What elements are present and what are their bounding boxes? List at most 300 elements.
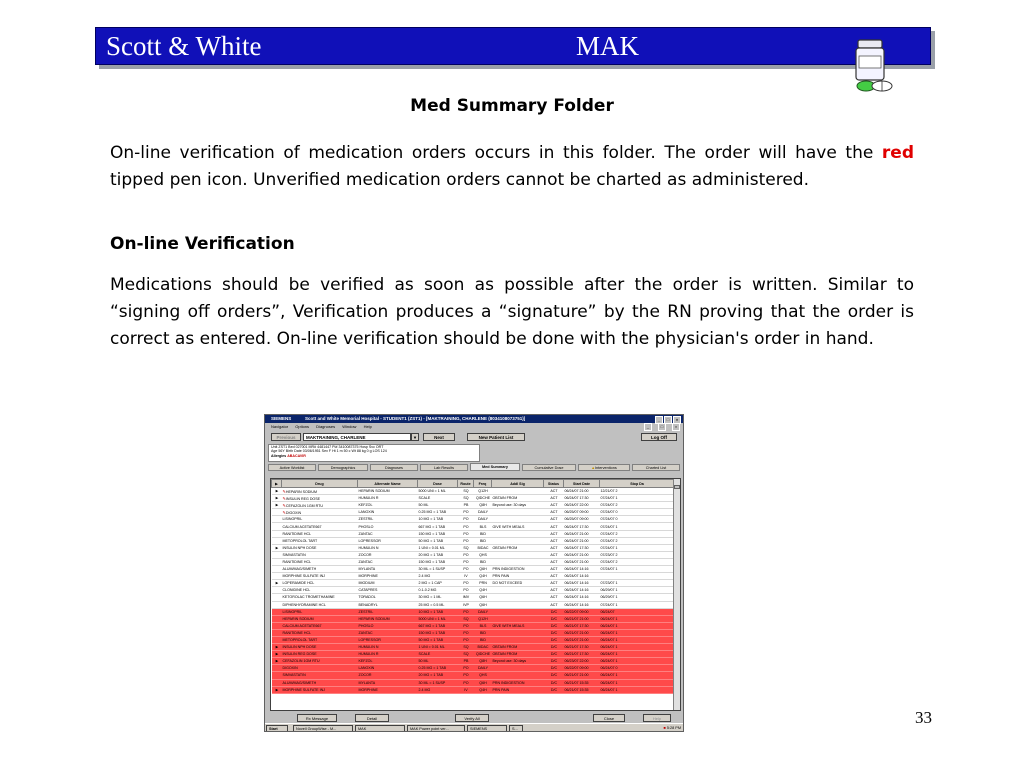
status-cell: D/C [544, 672, 564, 679]
next-button[interactable]: Next [423, 433, 455, 441]
row-marker: ▶ [272, 686, 282, 693]
table-row[interactable] [272, 651, 675, 658]
row-marker: ▶ [272, 651, 282, 658]
drug-cell: CALCIUM ACETATE667 [282, 622, 358, 629]
red-pen-icon[interactable]: ✎ [282, 495, 286, 501]
new-patient-list-button[interactable]: New Patient List [467, 433, 525, 441]
alternate-name-cell: ZOCOR [358, 551, 418, 558]
addl-sig-cell [492, 665, 544, 672]
freq-cell: BLS [474, 622, 492, 629]
med-table [271, 479, 675, 694]
col-header-marker[interactable]: ▶ [272, 480, 282, 488]
alternate-name-cell: MORPHINE [358, 573, 418, 580]
taskbar-other[interactable]: S... [509, 725, 523, 732]
addl-sig-cell [492, 629, 544, 636]
addl-sig-cell: PRN PAIN [492, 573, 544, 580]
start-date-cell: 06/24/07 22:00 [564, 502, 600, 509]
alternate-name-cell: HUMULIN N [358, 644, 418, 651]
table-row[interactable] [272, 488, 675, 495]
route-cell: SQ [458, 488, 474, 495]
table-row[interactable] [272, 495, 675, 502]
table-row[interactable] [272, 665, 675, 672]
verification-paragraph: Medications should be verified as soon as possible after the order is written. Similar to “signing off orders”, Verification produces a “signature” by the RN proving that the order is correct as entered. On-line verification should be done with the physician's order in hand. [110, 275, 914, 349]
start-date-cell: 06/24/07 14:16 [564, 566, 600, 573]
start-date-cell: 06/21/07 21:00 [564, 629, 600, 636]
table-row[interactable] [272, 615, 675, 622]
taskbar-mak[interactable]: MAK [355, 725, 405, 732]
grid-scrollbar[interactable] [673, 479, 680, 710]
table-row[interactable] [272, 644, 675, 651]
table-row[interactable] [272, 516, 675, 523]
menu-navigator[interactable]: Navigator [271, 424, 289, 429]
route-cell: IV [458, 686, 474, 693]
freq-cell: DAILY [474, 665, 492, 672]
stop-date-cell: 06/24/07 1 [600, 651, 675, 658]
dose-cell: 20 MG = 1 TAB [418, 672, 458, 679]
row-marker [272, 537, 282, 544]
drug-cell: KETOROLAC TROMETHAMINE [282, 594, 358, 601]
folder-tabs [268, 464, 682, 471]
route-cell: PO [458, 516, 474, 523]
header-org: Scott & White [106, 31, 262, 61]
dose-cell: 30 MG = 1 ML [418, 594, 458, 601]
start-date-cell: 06/23/07 22:00 [564, 658, 600, 665]
stop-date-cell: 07/24/07 2 [600, 502, 675, 509]
table-row[interactable] [272, 629, 675, 636]
alternate-name-cell: LANOXIN [358, 509, 418, 516]
warning-icon: ▲ [591, 466, 595, 470]
freq-cell: Q6H [474, 679, 492, 686]
status-cell: D/C [544, 629, 564, 636]
dose-cell: 1 UNI = 0.01 ML [418, 644, 458, 651]
route-cell: PO [458, 636, 474, 643]
maximize-icon[interactable]: □ [664, 416, 672, 424]
menu-help[interactable]: Help [363, 424, 372, 429]
route-cell: PB [458, 502, 474, 509]
addl-sig-cell: PRN INDIGESTION [492, 679, 544, 686]
taskbar-powerpoint[interactable]: MAK Power point ver... [407, 725, 465, 732]
row-marker [272, 615, 282, 622]
addl-sig-cell [492, 530, 544, 537]
status-cell: ACT [544, 537, 564, 544]
status-cell: D/C [544, 615, 564, 622]
start-button[interactable]: Start [266, 725, 288, 732]
addl-sig-cell: OBTAIN FROM [492, 495, 544, 502]
status-cell: D/C [544, 686, 564, 693]
drug-cell: INSULIN REG DOSE [282, 651, 358, 658]
stop-date-cell: 07/24/07 1 [600, 495, 675, 502]
row-marker [272, 672, 282, 679]
freq-cell: Q4H [474, 587, 492, 594]
col-header-alternate-name[interactable]: Alternate Name [358, 480, 418, 488]
alternate-name-cell: ZANTAC [358, 530, 418, 537]
intro-text-start: On-line verification of medication orders occurs in this folder. The order will have the [110, 143, 882, 163]
freq-cell: Q6H [474, 594, 492, 601]
header-title: MAK [576, 31, 640, 61]
addl-sig-cell [492, 636, 544, 643]
stop-date-cell: 06/24/07 1 [600, 615, 675, 622]
alternate-name-cell: HEPARIN SODIUM [358, 615, 418, 622]
freq-cell: BIDAC [474, 644, 492, 651]
clock: 5:28 PM [666, 726, 681, 730]
row-marker [272, 629, 282, 636]
table-row[interactable] [272, 636, 675, 643]
addl-sig-cell [492, 516, 544, 523]
stop-date-cell: 07/24/07 0 [600, 516, 675, 523]
start-date-cell: 06/24/07 21:00 [564, 488, 600, 495]
status-cell: D/C [544, 665, 564, 672]
alternate-name-cell: HUMULIN R [358, 495, 418, 502]
freq-cell: PRN [474, 580, 492, 587]
col-header-drug[interactable]: Drug [282, 480, 358, 488]
start-date-cell: 06/24/07 14:16 [564, 573, 600, 580]
dose-cell: 667 MG = 1 TAB [418, 622, 458, 629]
red-pen-icon[interactable]: ✎ [282, 509, 286, 515]
scroll-thumb[interactable] [674, 485, 680, 489]
status-cell: ACT [544, 488, 564, 495]
tab-med-summary[interactable]: Med Summary [470, 463, 520, 471]
addl-sig-cell [492, 594, 544, 601]
table-row[interactable] [272, 594, 675, 601]
table-row[interactable] [272, 580, 675, 587]
table-row[interactable] [272, 686, 675, 693]
drug-cell: METOPROLOL TART [282, 636, 358, 643]
alternate-name-cell: ZESTRIL [358, 608, 418, 615]
row-marker: ▶ [272, 544, 282, 551]
route-cell: PO [458, 551, 474, 558]
status-cell: D/C [544, 658, 564, 665]
col-header-start-date[interactable]: Start Date [564, 480, 600, 488]
dose-cell: 667 MG = 1 TAB [418, 523, 458, 530]
row-marker [272, 551, 282, 558]
dose-cell: 5000 UNI = 1 ML [418, 615, 458, 622]
alternate-name-cell: ZANTAC [358, 558, 418, 565]
window-title: Scott and White Memorial Hospital - STUDENT1 (ZST1) - [MAKTRAINING, CHARLENE (8034108073751)] [305, 416, 526, 421]
drug-cell: INSULIN NPH DOSE [282, 544, 358, 551]
freq-cell: BID [474, 636, 492, 643]
patient-line-2: Age 56Y Birth Date 03/06/1951 Sex F Ht 1 m 50 c Wt 88 kg 0 g LOS 124 [271, 449, 387, 454]
drug-cell: LISINOPRIL [282, 608, 358, 615]
alternate-name-cell: ZANTAC [358, 629, 418, 636]
freq-cell: Q6H [474, 601, 492, 608]
tab-active-worklist[interactable]: Active Worklist [268, 464, 316, 471]
start-date-cell: 06/21/07 21:00 [564, 672, 600, 679]
dose-cell: 1 UNI = 0.01 ML [418, 544, 458, 551]
help-button[interactable]: Help [643, 714, 671, 722]
route-cell: PO [458, 672, 474, 679]
drug-cell: CEFAZOLIN 1GM RTU [282, 658, 358, 665]
stop-date-cell: 06/24/07 1 [600, 686, 675, 693]
route-cell: PO [458, 665, 474, 672]
drug-cell: SIMVASTATIN [282, 672, 358, 679]
route-cell: PO [458, 566, 474, 573]
status-cell: D/C [544, 636, 564, 643]
start-date-cell: 06/24/07 14:16 [564, 580, 600, 587]
status-cell: ACT [544, 530, 564, 537]
stop-date-cell: 07/24/07 1 [600, 544, 675, 551]
stop-date-cell: 06/24/07 1 [600, 629, 675, 636]
route-cell: PO [458, 530, 474, 537]
dose-cell: 10 MG = 1 TAB [418, 516, 458, 523]
table-row[interactable] [272, 558, 675, 565]
drug-cell: MORPHINE SULFATE INJ [282, 686, 358, 693]
stop-date-cell: 07/23/07 1 [600, 580, 675, 587]
dose-cell: 150 MG = 1 TAB [418, 629, 458, 636]
drug-cell [282, 509, 358, 516]
stop-date-cell: 07/24/07 2 [600, 558, 675, 565]
alternate-name-cell: CATAPRES [358, 587, 418, 594]
bottom-button-row [265, 713, 683, 723]
stop-date-cell: 06/24/07 1 [600, 672, 675, 679]
app-titlebar [265, 415, 683, 423]
status-cell: D/C [544, 644, 564, 651]
taskbar-groupwise[interactable]: Novell GroupWise - M... [293, 725, 353, 732]
close-button[interactable]: Close [593, 714, 625, 722]
table-row[interactable] [272, 672, 675, 679]
table-row[interactable] [272, 537, 675, 544]
freq-cell: QIDCHE [474, 651, 492, 658]
drug-cell: ALUM/MAG/SIMETH [282, 679, 358, 686]
start-date-cell: 06/21/07 17:30 [564, 644, 600, 651]
alternate-name-cell: TORADOL [358, 594, 418, 601]
close-icon[interactable]: × [673, 416, 681, 424]
status-cell: ACT [544, 495, 564, 502]
row-marker [272, 566, 282, 573]
col-header-stop-date[interactable]: Stop Da [600, 480, 675, 488]
red-pen-icon[interactable]: ✎ [282, 502, 286, 508]
dose-cell: 150 MG = 1 TAB [418, 558, 458, 565]
table-row[interactable] [272, 679, 675, 686]
col-header-status[interactable]: Status [544, 480, 564, 488]
start-date-cell: 06/24/07 17:30 [564, 523, 600, 530]
start-date-cell: 06/24/07 14:16 [564, 601, 600, 608]
route-cell: IMV [458, 594, 474, 601]
alternate-name-cell: HUMULIN N [358, 544, 418, 551]
stop-date-cell: 07/24/07 0 [600, 509, 675, 516]
table-row[interactable] [272, 509, 675, 516]
table-row[interactable] [272, 622, 675, 629]
drug-cell: DIPHENHYDRAMINE HCL [282, 601, 358, 608]
addl-sig-cell: Beyond use: 30 days [492, 502, 544, 509]
drug-cell: DIGOXIN [282, 665, 358, 672]
page-title: Med Summary Folder [410, 96, 614, 116]
col-header-route[interactable]: Route [458, 480, 474, 488]
row-marker [272, 587, 282, 594]
table-row[interactable] [272, 544, 675, 551]
status-cell: ACT [544, 502, 564, 509]
system-tray [664, 725, 682, 732]
start-date-cell: 06/24/07 21:00 [564, 558, 600, 565]
taskbar-siemens[interactable]: SIEMENS [467, 725, 507, 732]
col-header-dose[interactable]: Dose [418, 480, 458, 488]
red-pen-icon[interactable]: ✎ [282, 488, 286, 494]
siemens-logo: SIEMENS [271, 416, 292, 421]
alternate-name-cell: ZESTRIL [358, 516, 418, 523]
alternate-name-cell: BENADRYL [358, 601, 418, 608]
table-header-row [272, 480, 675, 488]
menu-options[interactable]: Options [295, 424, 310, 429]
route-cell: SQ [458, 644, 474, 651]
tab-cumulative-dose[interactable]: Cumulative Dose [522, 464, 576, 471]
drug-cell [282, 502, 358, 509]
start-date-cell: 06/24/07 17:30 [564, 544, 600, 551]
stop-date-cell: 06/24/07 1 [600, 636, 675, 643]
drug-cell [282, 495, 358, 502]
dose-cell: 5000 UNI = 1 ML [418, 488, 458, 495]
drug-cell: RANITIDINE HCL [282, 558, 358, 565]
verify-all-button[interactable]: Verify All [455, 714, 489, 722]
addl-sig-cell [492, 601, 544, 608]
status-cell: ACT [544, 566, 564, 573]
alternate-name-cell: MYLANTA [358, 566, 418, 573]
child-close-icon[interactable]: × [672, 423, 680, 431]
stop-date-cell [600, 573, 675, 580]
table-row[interactable] [272, 587, 675, 594]
child-maximize-icon[interactable]: □ [658, 423, 666, 431]
alternate-name-cell: MYLANTA [358, 679, 418, 686]
dose-cell: 30 ML = 1 SUSP [418, 566, 458, 573]
row-marker: ▶ [272, 495, 282, 502]
table-row[interactable] [272, 530, 675, 537]
minimize-icon[interactable]: _ [655, 416, 663, 424]
addl-sig-cell [492, 509, 544, 516]
alternate-name-cell: PHOSLO [358, 523, 418, 530]
menu-diagnoses[interactable]: Diagnoses [316, 424, 336, 429]
status-cell: ACT [544, 587, 564, 594]
addl-sig-cell: OBTAIN FROM [492, 651, 544, 658]
route-cell: PO [458, 608, 474, 615]
row-marker [272, 665, 282, 672]
tab-diagnoses[interactable]: Diagnoses [370, 464, 418, 471]
table-row[interactable] [272, 551, 675, 558]
alternate-name-cell: LANOXIN [358, 665, 418, 672]
route-cell: PO [458, 629, 474, 636]
tab-lab-results[interactable]: Lab Results [420, 464, 468, 471]
stop-date-cell: 06/24/07 1 [600, 679, 675, 686]
drug-cell: CALCIUM ACETATE667 [282, 523, 358, 530]
start-date-cell: 06/21/07 21:00 [564, 636, 600, 643]
stop-date-cell: 06/29/07 1 [600, 587, 675, 594]
drug-cell: LOPERAMIDE HCL [282, 580, 358, 587]
dose-cell: 150 MG = 1 TAB [418, 530, 458, 537]
alternate-name-cell: KEFZOL [358, 658, 418, 665]
slide-header [95, 27, 931, 65]
tab-charted-list[interactable]: Charted List [632, 464, 680, 471]
drug-name: INSULIN REG DOSE [285, 496, 321, 501]
detail-button[interactable]: Detail [355, 714, 389, 722]
status-cell: ACT [544, 594, 564, 601]
row-marker: ▶ [272, 580, 282, 587]
addl-sig-cell [492, 587, 544, 594]
section-heading: On-line Verification [110, 234, 295, 254]
rx-message-button[interactable]: Rx Message [297, 714, 337, 722]
row-marker [272, 601, 282, 608]
col-header-addl-sig[interactable]: Addl Sig [492, 480, 544, 488]
freq-cell: Q12H [474, 488, 492, 495]
stop-date-cell: 06/24/07 1 [600, 658, 675, 665]
child-minimize-icon[interactable]: _ [644, 423, 652, 431]
stop-date-cell: 07/24/07 2 [600, 537, 675, 544]
addl-sig-cell: DO NOT EXCEED [492, 580, 544, 587]
start-date-cell: 06/24/07 21:00 [564, 537, 600, 544]
dose-cell: 2.4 MG [418, 686, 458, 693]
addl-sig-cell: OBTAIN FROM [492, 644, 544, 651]
addl-sig-cell: GIVE WITH MEALS [492, 523, 544, 530]
start-date-cell: 06/22/07 09:00 [564, 665, 600, 672]
allergies-label: Allergies [271, 453, 287, 458]
row-marker [272, 558, 282, 565]
table-row[interactable] [272, 523, 675, 530]
col-header-freq[interactable]: Freq [474, 480, 492, 488]
log-off-button[interactable]: Log Off [641, 433, 677, 441]
drug-cell: MORPHINE SULFATE INJ [282, 573, 358, 580]
row-marker: ▶ [272, 658, 282, 665]
stop-date-cell: 07/23/07 2 [600, 551, 675, 558]
start-date-cell: 06/21/07 21:00 [564, 615, 600, 622]
alternate-name-cell: LOPRESSOR [358, 636, 418, 643]
route-cell: SQ [458, 544, 474, 551]
menu-window[interactable]: Window [342, 424, 357, 429]
table-row[interactable] [272, 502, 675, 509]
status-cell: ACT [544, 558, 564, 565]
dose-cell: 0.1-0.2 MG [418, 587, 458, 594]
med-rows [272, 488, 675, 694]
table-row[interactable] [272, 658, 675, 665]
drug-cell: SIMVASTATIN [282, 551, 358, 558]
stop-date-cell: 07/24/07 1 [600, 523, 675, 530]
red-word: red [881, 143, 914, 163]
table-row[interactable] [272, 601, 675, 608]
route-cell: PO [458, 537, 474, 544]
addl-sig-cell: PRN INDIGESTION [492, 566, 544, 573]
route-cell: SQ [458, 651, 474, 658]
patient-select[interactable]: MAKTRAINING, CHARLENE [303, 433, 411, 441]
row-marker [272, 679, 282, 686]
tab-demographics[interactable]: Demographics [318, 464, 368, 471]
freq-cell: BIDAC [474, 544, 492, 551]
alternate-name-cell: HEPARIN SODIUM [358, 488, 418, 495]
drug-cell: INSULIN NPH DOSE [282, 644, 358, 651]
row-marker [272, 594, 282, 601]
table-row[interactable] [272, 573, 675, 580]
freq-cell: BID [474, 530, 492, 537]
dose-cell: 0.25 MG = 1 TAB [418, 509, 458, 516]
table-row[interactable] [272, 608, 675, 615]
previous-button[interactable]: Previous [271, 433, 301, 441]
status-cell: ACT [544, 516, 564, 523]
tab-interventions[interactable] [578, 464, 630, 471]
alternate-name-cell: IMODIUM [358, 580, 418, 587]
chevron-down-icon[interactable]: ▾ [411, 433, 419, 441]
row-marker [272, 509, 282, 516]
route-cell: PO [458, 679, 474, 686]
addl-sig-cell [492, 488, 544, 495]
start-date-cell: 06/25/07 09:00 [564, 509, 600, 516]
route-cell: PB [458, 658, 474, 665]
status-cell: ACT [544, 601, 564, 608]
drug-cell: METOPROLOL TART [282, 537, 358, 544]
status-cell: D/C [544, 608, 564, 615]
drug-name: HEPARIN SODIUM [285, 489, 317, 494]
addl-sig-cell [492, 537, 544, 544]
stop-date-cell: 12/21/07 2 [600, 488, 675, 495]
table-row[interactable] [272, 566, 675, 573]
start-date-cell: 06/24/07 14:16 [564, 594, 600, 601]
route-cell: IV [458, 573, 474, 580]
alternate-name-cell: LOPRESSOR [358, 537, 418, 544]
row-marker [272, 573, 282, 580]
dose-cell: 50 ML [418, 658, 458, 665]
